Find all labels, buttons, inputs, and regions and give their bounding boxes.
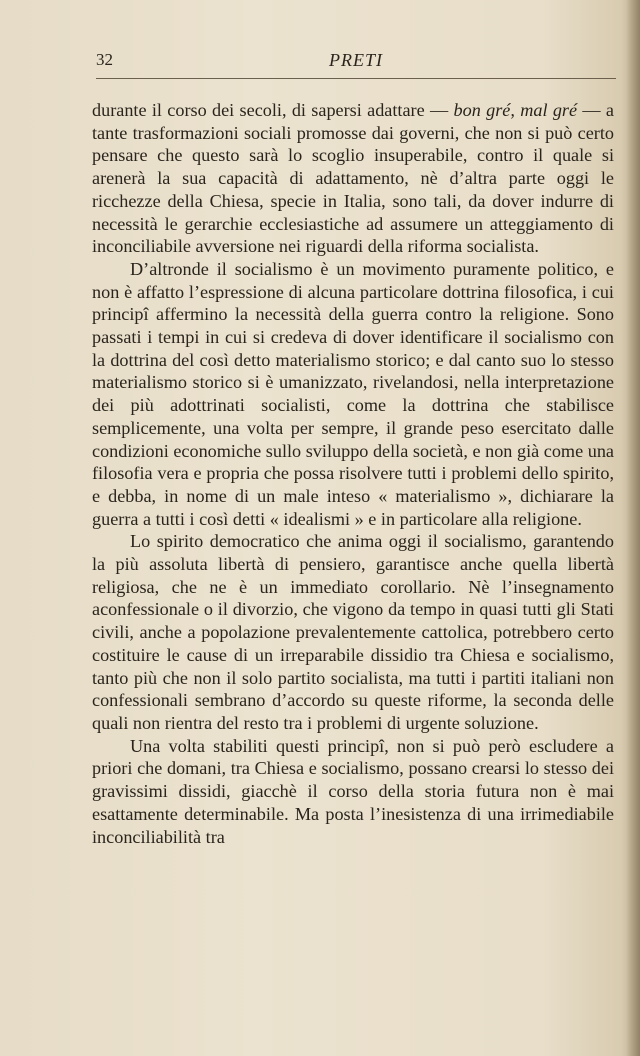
paragraph-3-text: Lo spirito democratico che anima oggi il socialismo, garantendo la più assoluta libertà di pensiero, garantisce anche quella libertà religiosa, che ne è un immediato corollario. Nè l’insegnamento aconfessionale o il divorzio, che vigono da tempo in quasi tutti gli Stati civili, anche a popolazione prevalentemente cattolica, potrebbero certo costituire le cause di un irreparabile dissidio tra Chiesa e socialismo, tanto più che non il solo partito socialista, ma tutti i partiti italiani non confessionali sembrano d’accordo su queste riforme, la seconda delle quali non rientra del resto tra i problemi di urgente soluzione.: [92, 531, 614, 733]
paragraph-4-text: Una volta stabiliti questi principî, non si può però escludere a priori che domani, tra Chiesa e socialismo, possano crearsi lo stesso dei gravissimi dissidi, giacchè il corso della storia futura non è mai esattamente determinabile. Ma posta l’inesistenza di una irrimediabile inconciliabilità tra: [92, 735, 614, 847]
page-edge-shadow: [626, 0, 640, 1056]
paragraph-1-segment-3: — a tante trasformazioni sociali promosse dai governi, che non si può certo pensare che questo sarà lo scoglio insuperabile, contro il quale si arenerà la sua capacità di adattamento, nè d’altra parte oggi le ricchezze della Chiesa, specie in Italia, sono tali, da dover indurre di necessità le gerarchie ecclesiastiche ad assumere un atteggiamento di inconciliabile avversione nei riguardi della riforma socialista.: [92, 100, 614, 257]
running-title: PRETI: [329, 50, 383, 70]
body-text: [92, 99, 614, 848]
paragraph-3: [92, 530, 614, 734]
header-rule: [96, 78, 616, 79]
paragraph-1-segment-1: durante il corso dei secoli, di sapersi adattare —: [92, 100, 454, 120]
paragraph-4: [92, 735, 614, 849]
paragraph-1-italic-phrase: bon gré, mal gré: [453, 100, 578, 120]
paragraph-2: [92, 258, 614, 530]
page-number: 32: [96, 50, 113, 69]
page-header: [96, 46, 616, 76]
paragraph-1: [92, 99, 614, 258]
paragraph-2-text: D’altronde il socialismo è un movimento puramente politico, e non è affatto l’espressione di alcuna particolare dottrina filosofica, i cui principî affermino la necessità della guerra contro la religione. Sono passati i tempi in cui si credeva di dover identificare il socialismo con la dottrina del così detto materialismo storico; e dal canto suo lo stesso materialismo storico si è umanizzato, rivelandosi, nella interpretazione dei più adottrinati socialisti, come la dottrina che stabilisce semplicemente, una volta per sempre, il grande peso esercitato dalle condizioni economiche sullo sviluppo della società, e non già come una filosofia vera e propria che possa risolvere tutti i problemi dello spirito, e debba, in nome di un male inteso « materialismo », dichiarare la guerra a tutti i così detti « idealismi » e in particolare alla religione.: [92, 258, 614, 529]
